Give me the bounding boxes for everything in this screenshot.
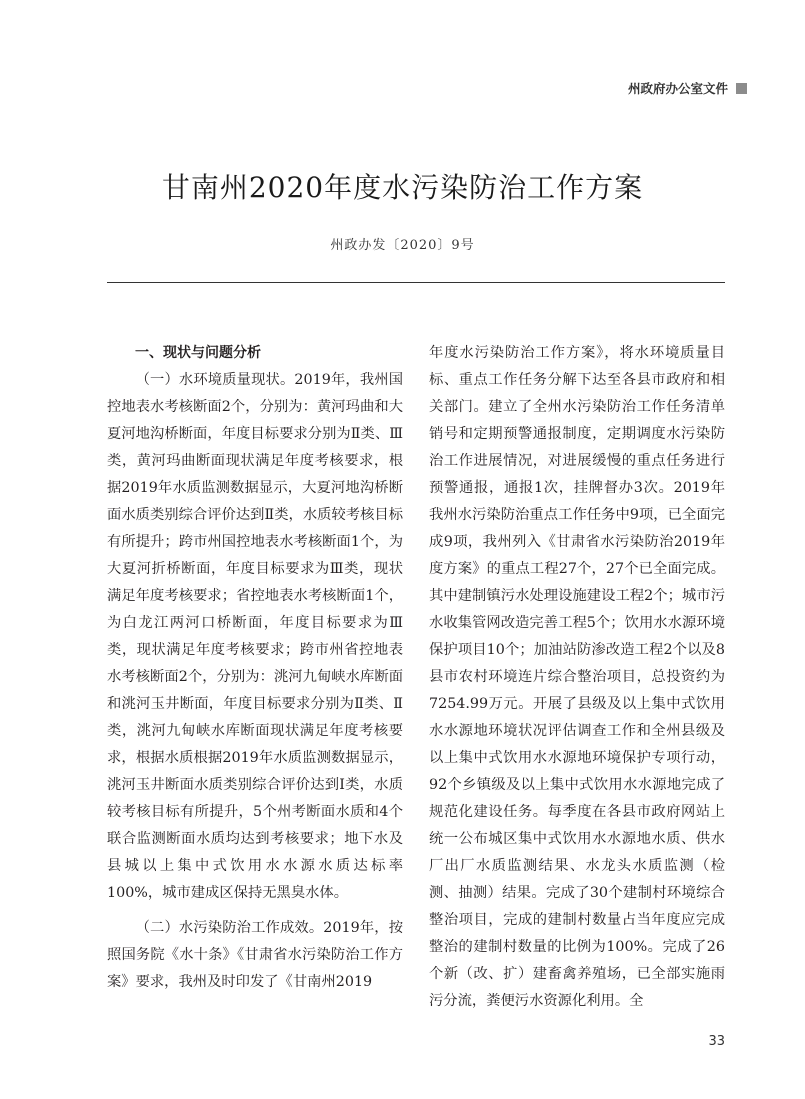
- running-header-title: 州政府办公室文件: [627, 81, 728, 96]
- page-number: 33: [708, 1034, 725, 1049]
- document-number: 州政办发〔2020〕9号: [330, 238, 475, 253]
- paragraph-water-quality: [107, 367, 403, 907]
- running-header: [628, 79, 747, 97]
- paragraph-continued: 年度水污染防治工作方案》，将水环境质量目标、重点工作任务分解下达至各县市政府和相关部门。建立了全州水污染防治工作任务清单销号和定期预警通报制度，定期调度水污染防治工作进展情况，对进展缓慢的重点任务进行预警通报，通报1次，挂牌督办3次。2019年我州水污染防治重点工作任务中9项，已全面完成9项，我州列入《甘肃省水污染防治2019年度方案》的重点工程27个，27个已全面完成。其中建制镇污水处理设施建设工程2个；城市污水收集管网改造完善工程5个；饮用水水源环境保护项目10个；加油站防渗改造工程2个以及8县市农村环境连片综合整治项目，总投资约为7254.99万元。开展了县级及以上集中式饮用水水源地环境状况评估调查工作和全州县级及以上集中式饮用水水源地环境保护专项行动，92个乡镇级及以上集中式饮用水水源地完成了规范化建设任务。每季度在各县市政府网站上统一公布城区集中式饮用水水源地水质、供水厂出厂水质监测结果、水龙头水质监测（检测、抽测）结果。完成了30个建制村环境综合整治项目，完成的建制村数量占当年度应完成整治的建制村数量的比例为100%。完成了26个新（改、扩）建畜禽养殖场，已全部实施雨污分流，粪便污水资源化利用。全: [429, 345, 725, 1009]
- square-icon: [736, 83, 747, 94]
- paragraph-text: 2019年，按照国务院《水十条》《甘肃省水污染防治工作方案》要求，我州及时印发了《甘南州2019: [107, 920, 403, 990]
- left-column: [107, 340, 403, 996]
- paragraph-achievements: [107, 915, 403, 996]
- section-heading: 一、现状与问题分析: [135, 345, 261, 361]
- paragraph-lead: （一）水环境质量现状。: [135, 372, 295, 388]
- right-column: [429, 340, 725, 1015]
- document-title: 甘南州2020年度水污染防治工作方案: [161, 171, 644, 204]
- title-divider: [107, 282, 725, 283]
- paragraph-text: 2019年，我州国控地表水考核断面2个，分别为：黄河玛曲和大夏河地沟桥断面，年度目标要求分别为Ⅱ类、Ⅲ类，黄河玛曲断面现状满足年度考核要求，根据2019年水质监测数据显示，大夏河地沟桥断面水质类别综合评价达到Ⅱ类，水质较考核目标有所提升；跨市州国控地表水考核断面1个，为大夏河折桥断面，年度目标要求为Ⅲ类，现状满足年度考核要求；省控地表水考核断面1个，为白龙江两河口桥断面，年度目标要求为Ⅲ类，现状满足年度考核要求；跨市州省控地表水考核断面2个，分别为：洮河九甸峡水库断面和洮河玉井断面，年度目标要求分别为Ⅱ类、Ⅱ类，洮河九甸峡水库断面现状满足年度考核要求，根据水质根据2019年水质监测数据显示，洮河玉井断面水质类别综合评价达到Ⅰ类，水质较考核目标有所提升，5个州考断面水质和4个联合监测断面水质均达到考核要求；地下水及县城以上集中式饮用水水源水质达标率100%，城市建成区保持无黑臭水体。: [107, 372, 403, 901]
- paragraph-lead: （二）水污染防治工作成效。: [135, 920, 324, 936]
